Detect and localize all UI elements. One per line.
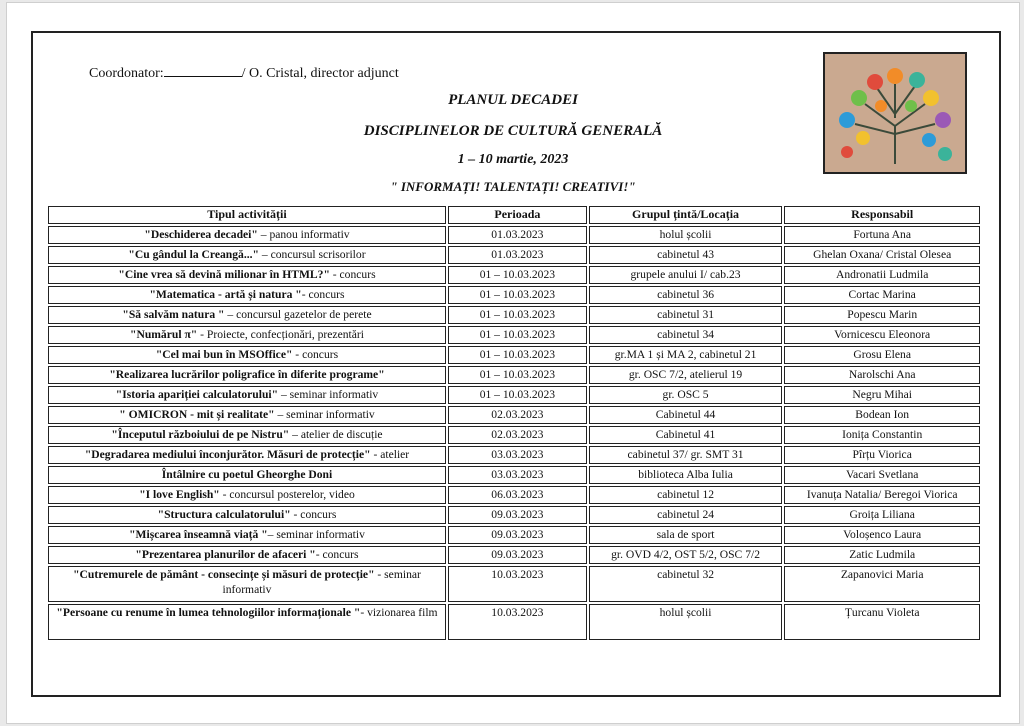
activity-description: – concursul scrisorilor — [258, 248, 366, 261]
activity-cell — [48, 226, 446, 244]
activity-cell — [48, 566, 446, 602]
location-cell: Cabinetul 41 — [589, 426, 783, 444]
location-cell: cabinetul 43 — [589, 246, 783, 264]
activity-cell — [48, 546, 446, 564]
responsible-cell: Voloșenco Laura — [784, 526, 980, 544]
activity-description: – seminar informativ — [274, 408, 375, 421]
responsible-cell: Zapanovici Maria — [784, 566, 980, 602]
period-cell: 06.03.2023 — [448, 486, 587, 504]
location-cell: cabinetul 24 — [589, 506, 783, 524]
activities-table — [46, 204, 982, 642]
period-cell: 03.03.2023 — [448, 446, 587, 464]
period-cell: 10.03.2023 — [448, 604, 587, 640]
table-row — [48, 386, 980, 404]
activity-title: "Structura calculatorului" — [157, 508, 291, 521]
period-cell: 01 – 10.03.2023 — [448, 386, 587, 404]
activity-cell — [48, 526, 446, 544]
activity-title: "Începutul războiului de pe Nistru" — [111, 428, 290, 441]
responsible-cell: Ionița Constantin — [784, 426, 980, 444]
location-cell: Cabinetul 44 — [589, 406, 783, 424]
responsible-cell: Vornicescu Eleonora — [784, 326, 980, 344]
period-cell: 01 – 10.03.2023 — [448, 346, 587, 364]
activity-cell — [48, 604, 446, 640]
activity-title: "Să salvăm natura " — [122, 308, 225, 321]
activity-title: "Numărul π" — [130, 328, 198, 341]
period-cell: 09.03.2023 — [448, 546, 587, 564]
period-cell: 01 – 10.03.2023 — [448, 266, 587, 284]
activity-title: "Cutremurele de pământ - consecințe și măsuri de protecție" — [73, 568, 375, 581]
location-cell: cabinetul 32 — [589, 566, 783, 602]
table-row — [48, 306, 980, 324]
activity-description: - concurs — [292, 348, 339, 361]
responsible-cell: Zatic Ludmila — [784, 546, 980, 564]
responsible-cell: Negru Mihai — [784, 386, 980, 404]
coordinator-prefix: Coordonator: — [89, 66, 164, 81]
period-cell: 03.03.2023 — [448, 466, 587, 484]
period-cell: 01 – 10.03.2023 — [448, 326, 587, 344]
location-cell: gr.MA 1 și MA 2, cabinetul 21 — [589, 346, 783, 364]
signature-blank — [164, 64, 242, 77]
activity-cell — [48, 326, 446, 344]
responsible-cell: Andronatii Ludmila — [784, 266, 980, 284]
activity-title: "Degradarea mediului înconjurător. Măsuri de protecție" — [84, 448, 371, 461]
responsible-cell: Groița Liliana — [784, 506, 980, 524]
responsible-cell: Ivanuța Natalia/ Beregoi Viorica — [784, 486, 980, 504]
table-row — [48, 266, 980, 284]
period-cell: 01 – 10.03.2023 — [448, 286, 587, 304]
period-cell: 02.03.2023 — [448, 406, 587, 424]
activity-description: – concursul gazetelor de perete — [224, 308, 372, 321]
coordinator-suffix: / O. Cristal, director adjunct — [241, 66, 399, 81]
activity-title: "Realizarea lucrărilor poligrafice în diferite programe" — [109, 368, 385, 381]
activity-description: – panou informativ — [257, 228, 350, 241]
activity-title: "I love English" — [139, 488, 220, 501]
location-cell: cabinetul 36 — [589, 286, 783, 304]
location-cell: gr. OVD 4/2, OST 5/2, OSC 7/2 — [589, 546, 783, 564]
activity-cell — [48, 466, 446, 484]
activity-title: "Istoria apariției calculatorului" — [115, 388, 279, 401]
table-row — [48, 246, 980, 264]
activity-cell — [48, 386, 446, 404]
table-row — [48, 506, 980, 524]
activity-title: Întâlnire cu poetul Gheorghe Doni — [161, 468, 333, 481]
responsible-cell: Vacari Svetlana — [784, 466, 980, 484]
column-header-period: Perioada — [448, 206, 587, 224]
location-cell: holul școlii — [589, 226, 783, 244]
activity-description: - concurs — [301, 288, 345, 301]
table-row — [48, 366, 980, 384]
activity-title: "Matematica - artă și natura " — [149, 288, 302, 301]
activity-title: "Mișcarea înseamnă viață " — [129, 528, 268, 541]
period-cell: 01 – 10.03.2023 — [448, 306, 587, 324]
column-header-responsible: Responsabil — [784, 206, 980, 224]
activity-title: "Persoane cu renume în lumea tehnologiilor informaționale " — [56, 606, 361, 619]
activity-cell — [48, 366, 446, 384]
responsible-cell: Popescu Marin — [784, 306, 980, 324]
table-row — [48, 406, 980, 424]
location-cell: holul școlii — [589, 604, 783, 640]
responsible-cell: Țurcanu Violeta — [784, 604, 980, 640]
location-cell: cabinetul 37/ gr. SMT 31 — [589, 446, 783, 464]
activity-description: – seminar informativ — [278, 388, 379, 401]
document-page — [6, 2, 1020, 724]
activity-description: - vizionarea film — [360, 606, 438, 619]
period-cell: 01.03.2023 — [448, 246, 587, 264]
period-cell: 01.03.2023 — [448, 226, 587, 244]
activity-description: - concursul posterelor, video — [219, 488, 355, 501]
responsible-cell: Ghelan Oxana/ Cristal Olesea — [784, 246, 980, 264]
table-row — [48, 466, 980, 484]
activity-cell — [48, 406, 446, 424]
date-range: 1 – 10 martie, 2023 — [457, 152, 569, 167]
activity-description: – seminar informativ — [267, 528, 365, 541]
activity-description: - atelier — [370, 448, 410, 461]
activity-cell — [48, 426, 446, 444]
location-cell: biblioteca Alba Iulia — [589, 466, 783, 484]
activity-title: "Cu gândul la Creangă..." — [128, 248, 259, 261]
table-row — [48, 346, 980, 364]
activity-description: - concurs — [329, 268, 376, 281]
activity-title: "Cine vrea să devină milionar în HTML?" — [118, 268, 330, 281]
activity-description: - concurs — [290, 508, 337, 521]
activity-title: "Cel mai bun în MSOffice" — [155, 348, 293, 361]
responsible-cell: Cortac Marina — [784, 286, 980, 304]
responsible-cell: Bodean Ion — [784, 406, 980, 424]
activity-description: - seminar informativ — [222, 568, 421, 596]
activity-title: "Prezentarea planurilor de afaceri " — [135, 548, 316, 561]
activity-cell — [48, 506, 446, 524]
column-header-activity: Tipul activității — [48, 206, 446, 224]
activity-cell — [48, 346, 446, 364]
location-cell: cabinetul 31 — [589, 306, 783, 324]
activity-cell — [48, 286, 446, 304]
responsible-cell: Fortuna Ana — [784, 226, 980, 244]
title-line1: PLANUL DECADEI — [448, 92, 578, 108]
coordinator-line — [89, 64, 399, 82]
activity-title: " OMICRON - mit și realitate" — [119, 408, 275, 421]
period-cell: 01 – 10.03.2023 — [448, 366, 587, 384]
table-row — [48, 546, 980, 564]
motto: " INFORMAȚI! TALENTAȚI! CREATIVI!" — [390, 179, 636, 194]
activity-description: – atelier de discuție — [289, 428, 383, 441]
table-row — [48, 286, 980, 304]
period-cell: 09.03.2023 — [448, 506, 587, 524]
table-row — [48, 604, 980, 640]
activity-cell — [48, 446, 446, 464]
activity-description: - concurs — [315, 548, 359, 561]
location-cell: sala de sport — [589, 526, 783, 544]
responsible-cell: Narolschi Ana — [784, 366, 980, 384]
table-row — [48, 426, 980, 444]
responsible-cell: Pîrțu Viorica — [784, 446, 980, 464]
period-cell: 02.03.2023 — [448, 426, 587, 444]
location-cell: cabinetul 34 — [589, 326, 783, 344]
table-row — [48, 566, 980, 602]
table-row — [48, 326, 980, 344]
period-cell: 10.03.2023 — [448, 566, 587, 602]
table-row — [48, 226, 980, 244]
activity-cell — [48, 246, 446, 264]
location-cell: cabinetul 12 — [589, 486, 783, 504]
activity-cell — [48, 486, 446, 504]
table-header-row — [48, 206, 980, 224]
location-cell: gr. OSC 5 — [589, 386, 783, 404]
table-row — [48, 486, 980, 504]
activity-title: "Deschiderea decadei" — [144, 228, 258, 241]
table-body — [48, 226, 980, 640]
location-cell: gr. OSC 7/2, atelierul 19 — [589, 366, 783, 384]
column-header-location: Grupul țintă/Locația — [589, 206, 783, 224]
responsible-cell: Grosu Elena — [784, 346, 980, 364]
activity-cell — [48, 306, 446, 324]
knowledge-tree-icon — [823, 52, 967, 174]
location-cell: grupele anului I/ cab.23 — [589, 266, 783, 284]
table-row — [48, 446, 980, 464]
activity-cell — [48, 266, 446, 284]
activity-description: - Proiecte, confecționări, prezentări — [197, 328, 364, 341]
title-line2: DISCIPLINELOR DE CULTURĂ GENERALĂ — [363, 123, 663, 139]
table-row — [48, 526, 980, 544]
period-cell: 09.03.2023 — [448, 526, 587, 544]
